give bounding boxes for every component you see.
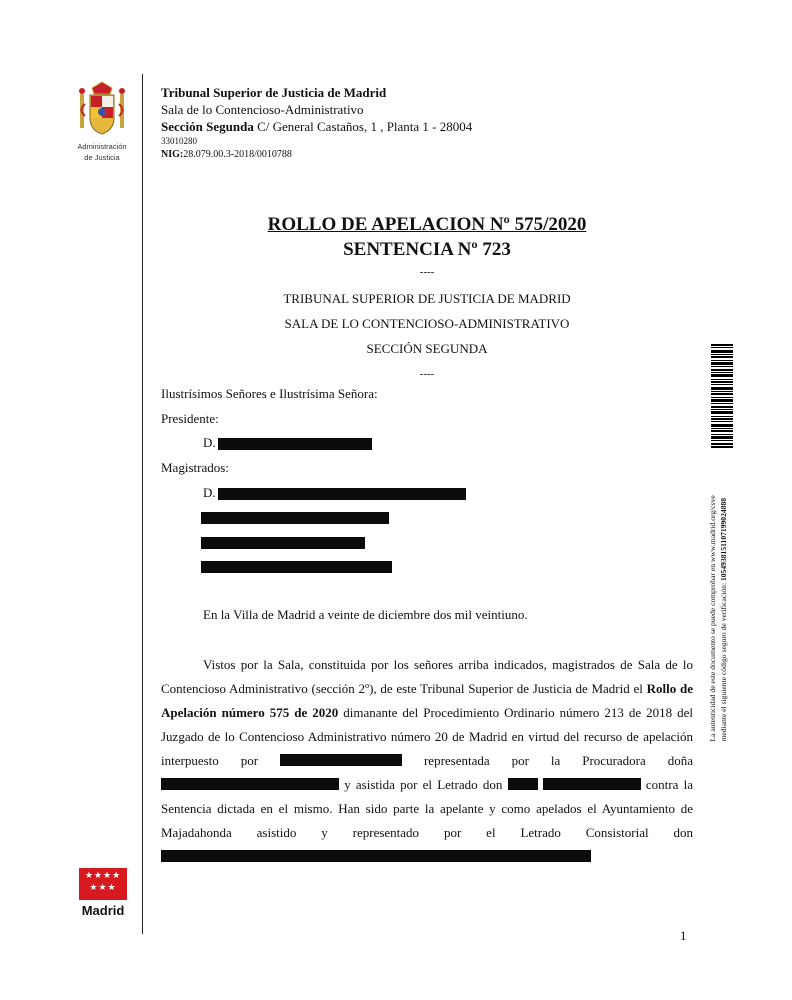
redaction-president xyxy=(218,438,372,450)
redaction-magistrate-2 xyxy=(201,512,389,524)
stars-row-2: ★★★ xyxy=(89,883,117,893)
comunidad-madrid-logo xyxy=(78,868,128,918)
verification-note xyxy=(704,466,732,741)
nig-value: 28.079.00.3-2018/0010788 xyxy=(183,149,292,160)
redaction-letrado-b xyxy=(543,778,641,790)
redaction-magistrate-1 xyxy=(218,488,466,500)
page-number: 1 xyxy=(680,928,687,943)
redaction-letrado-a xyxy=(508,778,538,790)
court-address: C/ General Castaños, 1 , Planta 1 - 28004 xyxy=(253,119,473,134)
sentence-number: SENTENCIA Nº 723 xyxy=(343,239,511,260)
president-label: Presidente: xyxy=(161,411,219,426)
barcode-icon xyxy=(711,344,733,448)
redaction-magistrate-4 xyxy=(201,561,392,573)
court-name: Tribunal Superior de Justicia de Madrid xyxy=(161,85,387,100)
logo-caption-line1: Administración xyxy=(77,142,127,151)
madrid-wordmark: Madrid xyxy=(81,903,125,918)
margin-rule xyxy=(142,74,143,934)
separator-1: ---- xyxy=(419,266,435,278)
coat-of-arms-icon xyxy=(76,80,128,140)
greeting: Ilustrísimos Señores e Ilustrísima Señora: xyxy=(161,386,378,401)
verification-line-1: La autenticidad de este documento se puede comprobar en www.madrid.org/csve xyxy=(708,494,717,741)
president-prefix: D. xyxy=(203,435,216,450)
title-section: SECCIÓN SEGUNDA xyxy=(366,341,488,356)
place-date: En la Villa de Madrid a veinte de diciembre dos mil veintiuno. xyxy=(203,607,528,622)
title-court: TRIBUNAL SUPERIOR DE JUSTICIA DE MADRID xyxy=(283,291,571,306)
redaction-procuradora xyxy=(161,778,339,790)
redaction-magistrate-3 xyxy=(201,537,365,549)
nig-line xyxy=(161,148,472,161)
separator-2: ---- xyxy=(419,368,435,380)
redaction-appellant xyxy=(280,754,402,766)
magistrate-prefix: D. xyxy=(203,485,216,500)
verification-line-2: mediante el siguiente código seguro de verificación: 1054938151107199024888 xyxy=(719,497,728,741)
title-chamber: SALA DE LO CONTENCIOSO-ADMINISTRATIVO xyxy=(284,316,570,331)
court-header xyxy=(161,84,472,161)
logo-caption-line2: de Justicia xyxy=(84,153,120,162)
stars-row-1: ★★★★ xyxy=(84,871,122,881)
magistrates-label: Magistrados: xyxy=(161,460,229,475)
redaction-consistorial xyxy=(161,850,591,862)
nig-label: NIG: xyxy=(161,149,184,160)
section-name: Sección Segunda xyxy=(161,119,254,134)
court-code: 33010280 xyxy=(161,136,197,146)
section-address xyxy=(161,118,472,135)
appeal-reference: Rollo de Apelación número 575 de 2020 xyxy=(161,681,693,720)
body-paragraph: Vistos por la Sala, constituida por los señores arriba indicados, magistrados de Sala de lo Contencioso Administrativo (sección 2º), de este Tribunal Superior de Justicia de Madrid el Rollo de Apelación número 575 de 2020 dimanante del Procedimiento Ordinario número 213 de 2018 del Juzgado de lo Contencioso Administrativo número 20 de Madrid en virtud del recurso de apelación interpuesto por representada por la Procuradora doña y asistida por el Letrado don contra la Sentencia dictada en el mismo. Han sido parte la apelante y como apelados el Ayuntamiento de Majadahonda asistido y representado por el Letrado Consistorial don xyxy=(161,653,693,869)
administracion-justicia-logo xyxy=(74,80,130,162)
document-title: ROLLO DE APELACION Nº 575/2020 xyxy=(267,214,587,235)
chamber-name: Sala de lo Contencioso-Administrativo xyxy=(161,102,364,117)
verification-code: 1054938151107199024888 xyxy=(719,497,728,581)
madrid-flag-icon xyxy=(79,868,127,900)
